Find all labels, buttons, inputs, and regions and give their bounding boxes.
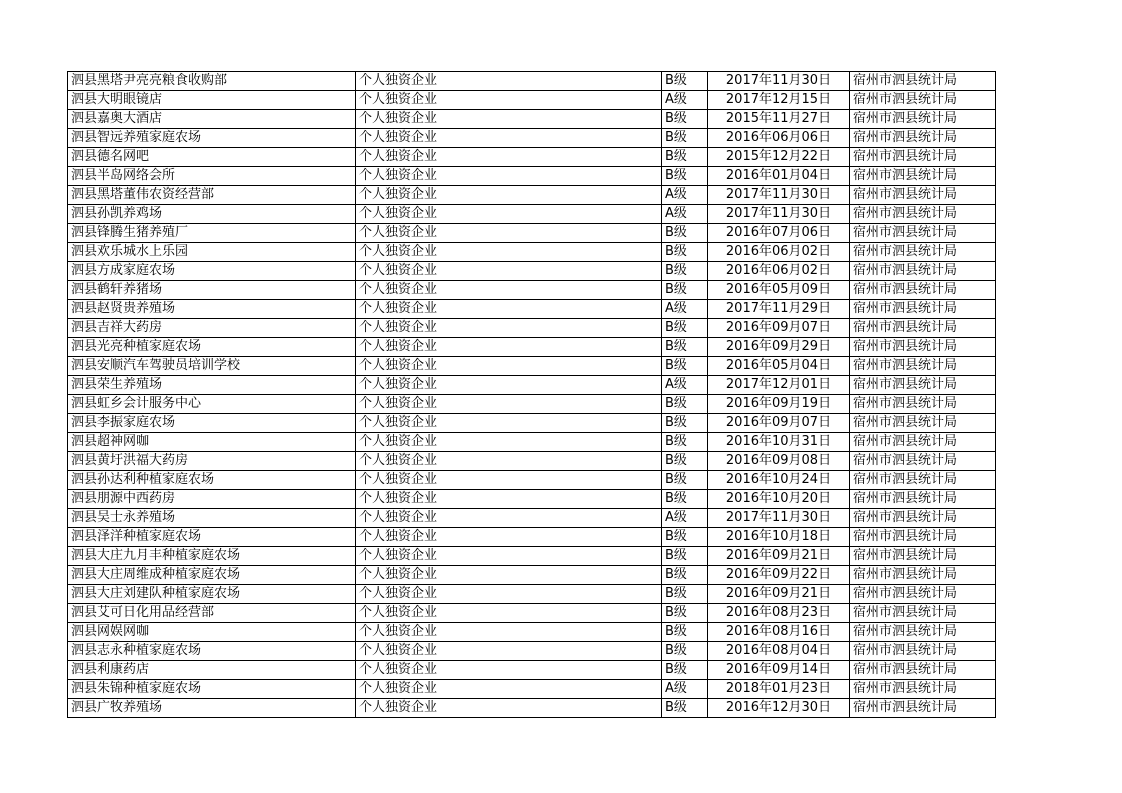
enterprise-name-cell: 泗县欢乐城水上乐园 <box>68 243 356 262</box>
table-row <box>68 566 996 585</box>
credit-grade-cell: B级 <box>662 110 708 129</box>
rating-date-cell: 2017年11月30日 <box>708 186 850 205</box>
enterprise-name-cell: 泗县虹乡会计服务中心 <box>68 395 356 414</box>
enterprise-name-cell: 泗县广牧养殖场 <box>68 699 356 718</box>
table-row <box>68 452 996 471</box>
credit-grade-cell: B级 <box>662 471 708 490</box>
enterprise-name-cell: 泗县志永种植家庭农场 <box>68 642 356 661</box>
authority-cell: 宿州市泗县统计局 <box>850 319 996 338</box>
authority-cell: 宿州市泗县统计局 <box>850 110 996 129</box>
credit-grade-cell: B级 <box>662 623 708 642</box>
authority-cell: 宿州市泗县统计局 <box>850 91 996 110</box>
rating-date-cell: 2016年08月04日 <box>708 642 850 661</box>
credit-grade-cell: B级 <box>662 357 708 376</box>
table-row <box>68 110 996 129</box>
credit-grade-cell: B级 <box>662 338 708 357</box>
table-row <box>68 547 996 566</box>
credit-grade-cell: B级 <box>662 167 708 186</box>
enterprise-type-cell: 个人独资企业 <box>356 452 662 471</box>
authority-cell: 宿州市泗县统计局 <box>850 395 996 414</box>
enterprise-name-cell: 泗县吉祥大药房 <box>68 319 356 338</box>
enterprise-type-cell: 个人独资企业 <box>356 433 662 452</box>
rating-date-cell: 2016年01月04日 <box>708 167 850 186</box>
table-row <box>68 91 996 110</box>
enterprise-type-cell: 个人独资企业 <box>356 395 662 414</box>
enterprise-name-cell: 泗县孙达利种植家庭农场 <box>68 471 356 490</box>
table-row <box>68 471 996 490</box>
authority-cell: 宿州市泗县统计局 <box>850 205 996 224</box>
authority-cell: 宿州市泗县统计局 <box>850 300 996 319</box>
rating-date-cell: 2015年12月22日 <box>708 148 850 167</box>
authority-cell: 宿州市泗县统计局 <box>850 604 996 623</box>
credit-grade-cell: A级 <box>662 376 708 395</box>
table-row <box>68 414 996 433</box>
enterprise-type-cell: 个人独资企业 <box>356 129 662 148</box>
enterprise-type-cell: 个人独资企业 <box>356 699 662 718</box>
table-row <box>68 148 996 167</box>
enterprise-type-cell: 个人独资企业 <box>356 186 662 205</box>
rating-date-cell: 2017年11月30日 <box>708 72 850 91</box>
credit-grade-cell: B级 <box>662 661 708 680</box>
rating-date-cell: 2016年09月21日 <box>708 547 850 566</box>
enterprise-name-cell: 泗县锋腾生猪养殖厂 <box>68 224 356 243</box>
credit-grade-cell: B级 <box>662 566 708 585</box>
enterprise-type-cell: 个人独资企业 <box>356 224 662 243</box>
enterprise-name-cell: 泗县大庄刘建队种植家庭农场 <box>68 585 356 604</box>
enterprise-name-cell: 泗县德名网吧 <box>68 148 356 167</box>
credit-grade-cell: B级 <box>662 642 708 661</box>
enterprise-name-cell: 泗县朋源中西药房 <box>68 490 356 509</box>
enterprise-name-cell: 泗县大庄周维成种植家庭农场 <box>68 566 356 585</box>
rating-date-cell: 2016年05月09日 <box>708 281 850 300</box>
rating-date-cell: 2015年11月27日 <box>708 110 850 129</box>
credit-grade-cell: A级 <box>662 680 708 699</box>
authority-cell: 宿州市泗县统计局 <box>850 167 996 186</box>
authority-cell: 宿州市泗县统计局 <box>850 243 996 262</box>
rating-date-cell: 2016年10月18日 <box>708 528 850 547</box>
authority-cell: 宿州市泗县统计局 <box>850 642 996 661</box>
enterprise-type-cell: 个人独资企业 <box>356 300 662 319</box>
table-row <box>68 604 996 623</box>
table-row <box>68 205 996 224</box>
rating-date-cell: 2016年12月30日 <box>708 699 850 718</box>
enterprise-type-cell: 个人独资企业 <box>356 604 662 623</box>
enterprise-type-cell: 个人独资企业 <box>356 243 662 262</box>
authority-cell: 宿州市泗县统计局 <box>850 699 996 718</box>
authority-cell: 宿州市泗县统计局 <box>850 129 996 148</box>
table-row <box>68 509 996 528</box>
authority-cell: 宿州市泗县统计局 <box>850 148 996 167</box>
enterprise-name-cell: 泗县黑塔董伟农资经营部 <box>68 186 356 205</box>
enterprise-name-cell: 泗县半岛网络会所 <box>68 167 356 186</box>
credit-grade-cell: B级 <box>662 490 708 509</box>
enterprise-name-cell: 泗县黄圩洪福大药房 <box>68 452 356 471</box>
enterprise-type-cell: 个人独资企业 <box>356 566 662 585</box>
table-row <box>68 642 996 661</box>
credit-grade-cell: A级 <box>662 509 708 528</box>
table-row <box>68 395 996 414</box>
table-row <box>68 490 996 509</box>
enterprise-name-cell: 泗县大庄九月丰种植家庭农场 <box>68 547 356 566</box>
credit-grade-cell: B级 <box>662 72 708 91</box>
rating-date-cell: 2017年12月01日 <box>708 376 850 395</box>
table-row <box>68 224 996 243</box>
enterprise-name-cell: 泗县鹤轩养猪场 <box>68 281 356 300</box>
authority-cell: 宿州市泗县统计局 <box>850 471 996 490</box>
rating-date-cell: 2016年05月04日 <box>708 357 850 376</box>
rating-date-cell: 2016年10月24日 <box>708 471 850 490</box>
table-row <box>68 699 996 718</box>
enterprise-name-cell: 泗县网娱网咖 <box>68 623 356 642</box>
rating-date-cell: 2016年10月31日 <box>708 433 850 452</box>
enterprise-type-cell: 个人独资企业 <box>356 585 662 604</box>
enterprise-type-cell: 个人独资企业 <box>356 281 662 300</box>
authority-cell: 宿州市泗县统计局 <box>850 452 996 471</box>
table-row <box>68 186 996 205</box>
table-row <box>68 661 996 680</box>
credit-grade-cell: B级 <box>662 547 708 566</box>
credit-grade-cell: B级 <box>662 224 708 243</box>
rating-date-cell: 2017年11月30日 <box>708 205 850 224</box>
rating-date-cell: 2016年09月21日 <box>708 585 850 604</box>
enterprise-credit-table <box>67 71 996 718</box>
authority-cell: 宿州市泗县统计局 <box>850 547 996 566</box>
credit-grade-cell: A级 <box>662 186 708 205</box>
enterprise-name-cell: 泗县大明眼镜店 <box>68 91 356 110</box>
rating-date-cell: 2016年09月22日 <box>708 566 850 585</box>
credit-grade-cell: B级 <box>662 433 708 452</box>
table-row <box>68 433 996 452</box>
enterprise-type-cell: 个人独资企业 <box>356 110 662 129</box>
table-row <box>68 680 996 699</box>
enterprise-type-cell: 个人独资企业 <box>356 490 662 509</box>
rating-date-cell: 2017年11月29日 <box>708 300 850 319</box>
table-row <box>68 262 996 281</box>
enterprise-name-cell: 泗县利康药店 <box>68 661 356 680</box>
enterprise-type-cell: 个人独资企业 <box>356 547 662 566</box>
authority-cell: 宿州市泗县统计局 <box>850 414 996 433</box>
rating-date-cell: 2016年09月14日 <box>708 661 850 680</box>
enterprise-type-cell: 个人独资企业 <box>356 262 662 281</box>
enterprise-type-cell: 个人独资企业 <box>356 338 662 357</box>
authority-cell: 宿州市泗县统计局 <box>850 566 996 585</box>
enterprise-name-cell: 泗县李振家庭农场 <box>68 414 356 433</box>
credit-grade-cell: A级 <box>662 205 708 224</box>
enterprise-type-cell: 个人独资企业 <box>356 680 662 699</box>
table-row <box>68 357 996 376</box>
enterprise-name-cell: 泗县艾可日化用品经营部 <box>68 604 356 623</box>
rating-date-cell: 2016年09月07日 <box>708 414 850 433</box>
rating-date-cell: 2016年09月07日 <box>708 319 850 338</box>
rating-date-cell: 2016年07月06日 <box>708 224 850 243</box>
table-row <box>68 338 996 357</box>
credit-grade-cell: B级 <box>662 148 708 167</box>
authority-cell: 宿州市泗县统计局 <box>850 680 996 699</box>
table-row <box>68 585 996 604</box>
rating-date-cell: 2016年08月16日 <box>708 623 850 642</box>
authority-cell: 宿州市泗县统计局 <box>850 262 996 281</box>
table-row <box>68 528 996 547</box>
table-row <box>68 167 996 186</box>
enterprise-type-cell: 个人独资企业 <box>356 661 662 680</box>
table-row <box>68 623 996 642</box>
authority-cell: 宿州市泗县统计局 <box>850 376 996 395</box>
rating-date-cell: 2017年12月15日 <box>708 91 850 110</box>
credit-grade-cell: A级 <box>662 300 708 319</box>
rating-date-cell: 2016年09月19日 <box>708 395 850 414</box>
credit-grade-cell: B级 <box>662 319 708 338</box>
credit-grade-cell: B级 <box>662 395 708 414</box>
enterprise-type-cell: 个人独资企业 <box>356 148 662 167</box>
rating-date-cell: 2016年06月06日 <box>708 129 850 148</box>
table-row <box>68 243 996 262</box>
authority-cell: 宿州市泗县统计局 <box>850 528 996 547</box>
enterprise-type-cell: 个人独资企业 <box>356 167 662 186</box>
enterprise-type-cell: 个人独资企业 <box>356 528 662 547</box>
table-body <box>68 72 996 718</box>
authority-cell: 宿州市泗县统计局 <box>850 281 996 300</box>
rating-date-cell: 2016年06月02日 <box>708 243 850 262</box>
authority-cell: 宿州市泗县统计局 <box>850 623 996 642</box>
rating-date-cell: 2018年01月23日 <box>708 680 850 699</box>
credit-grade-cell: B级 <box>662 452 708 471</box>
table-row <box>68 319 996 338</box>
credit-grade-cell: B级 <box>662 414 708 433</box>
credit-grade-cell: B级 <box>662 699 708 718</box>
enterprise-name-cell: 泗县光亮种植家庭农场 <box>68 338 356 357</box>
enterprise-type-cell: 个人独资企业 <box>356 471 662 490</box>
table-row <box>68 281 996 300</box>
table-row <box>68 72 996 91</box>
enterprise-name-cell: 泗县荣生养殖场 <box>68 376 356 395</box>
enterprise-name-cell: 泗县泽洋种植家庭农场 <box>68 528 356 547</box>
credit-grade-cell: B级 <box>662 604 708 623</box>
enterprise-type-cell: 个人独资企业 <box>356 642 662 661</box>
credit-grade-cell: B级 <box>662 243 708 262</box>
enterprise-type-cell: 个人独资企业 <box>356 319 662 338</box>
rating-date-cell: 2016年06月02日 <box>708 262 850 281</box>
enterprise-name-cell: 泗县朱锦种植家庭农场 <box>68 680 356 699</box>
rating-date-cell: 2017年11月30日 <box>708 509 850 528</box>
authority-cell: 宿州市泗县统计局 <box>850 357 996 376</box>
rating-date-cell: 2016年10月20日 <box>708 490 850 509</box>
enterprise-name-cell: 泗县智远养殖家庭农场 <box>68 129 356 148</box>
enterprise-type-cell: 个人独资企业 <box>356 509 662 528</box>
credit-grade-cell: B级 <box>662 528 708 547</box>
credit-grade-cell: B级 <box>662 281 708 300</box>
table-row <box>68 129 996 148</box>
enterprise-type-cell: 个人独资企业 <box>356 357 662 376</box>
enterprise-name-cell: 泗县安顺汽车驾驶员培训学校 <box>68 357 356 376</box>
credit-grade-cell: A级 <box>662 91 708 110</box>
rating-date-cell: 2016年09月29日 <box>708 338 850 357</box>
enterprise-type-cell: 个人独资企业 <box>356 414 662 433</box>
enterprise-name-cell: 泗县黑塔尹亮亮粮食收购部 <box>68 72 356 91</box>
enterprise-type-cell: 个人独资企业 <box>356 205 662 224</box>
authority-cell: 宿州市泗县统计局 <box>850 433 996 452</box>
credit-grade-cell: B级 <box>662 262 708 281</box>
authority-cell: 宿州市泗县统计局 <box>850 585 996 604</box>
table-row <box>68 300 996 319</box>
authority-cell: 宿州市泗县统计局 <box>850 72 996 91</box>
enterprise-name-cell: 泗县方成家庭农场 <box>68 262 356 281</box>
enterprise-name-cell: 泗县嘉奥大酒店 <box>68 110 356 129</box>
credit-grade-cell: B级 <box>662 585 708 604</box>
authority-cell: 宿州市泗县统计局 <box>850 509 996 528</box>
authority-cell: 宿州市泗县统计局 <box>850 186 996 205</box>
authority-cell: 宿州市泗县统计局 <box>850 224 996 243</box>
enterprise-name-cell: 泗县超神网咖 <box>68 433 356 452</box>
rating-date-cell: 2016年08月23日 <box>708 604 850 623</box>
enterprise-name-cell: 泗县吴士永养殖场 <box>68 509 356 528</box>
credit-grade-cell: B级 <box>662 129 708 148</box>
enterprise-type-cell: 个人独资企业 <box>356 72 662 91</box>
authority-cell: 宿州市泗县统计局 <box>850 490 996 509</box>
table-row <box>68 376 996 395</box>
enterprise-type-cell: 个人独资企业 <box>356 376 662 395</box>
enterprise-type-cell: 个人独资企业 <box>356 623 662 642</box>
enterprise-name-cell: 泗县赵贤贵养殖场 <box>68 300 356 319</box>
enterprise-name-cell: 泗县孙凯养鸡场 <box>68 205 356 224</box>
authority-cell: 宿州市泗县统计局 <box>850 661 996 680</box>
authority-cell: 宿州市泗县统计局 <box>850 338 996 357</box>
rating-date-cell: 2016年09月08日 <box>708 452 850 471</box>
enterprise-type-cell: 个人独资企业 <box>356 91 662 110</box>
